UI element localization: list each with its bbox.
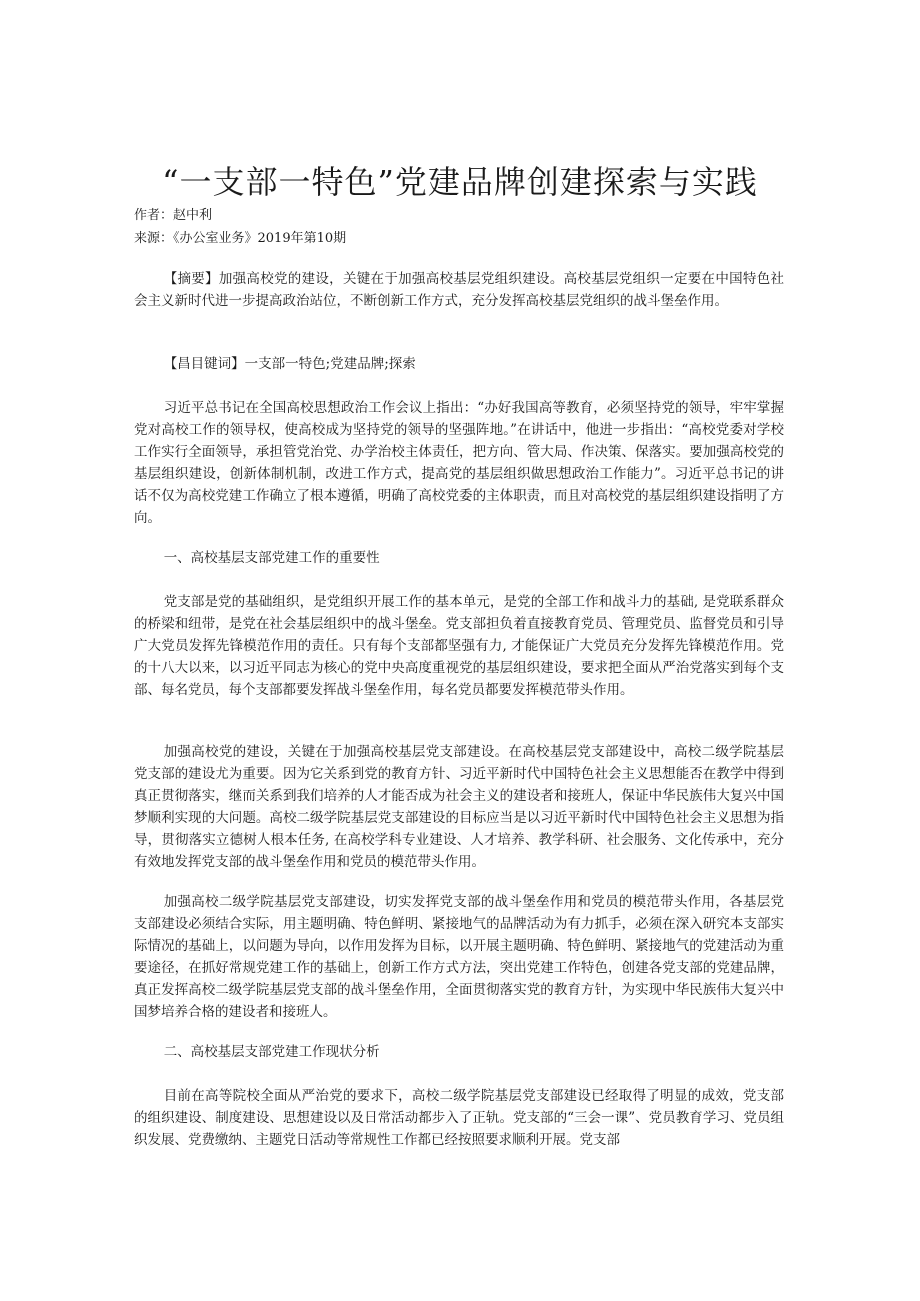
article-author: 作者：赵中利 [134, 208, 213, 223]
body-paragraph-3: 加强高校党的建设，关键在于加强高校基层党支部建设。在高校基层党支部建设中，高校二级学院基层党支部的建设尤为重要。因为它关系到党的教育方针、习近平新时代中国特色社会主义思想能否在教学中得到真正贯彻落实，继而关系到我们培养的人才能否成为社会主义的建设者和接班人，保证中华民族伟大复兴中国梦顺利实现的大问题。高校二级学院基层党支部建设的目标应当是以习近平新时代中国特色社会主义思想为指导，贯彻落实立德树人根本任务, 在高校学科专业建设、人才培养、教学科研、社会服务、文化传承中，充分有效地发挥党支部的战斗堡垒作用和党员的模范带头作用。 [134, 744, 784, 870]
body-paragraph-1: 习近平总书记在全国高校思想政治工作会议上指出：“办好我国高等教育，必须坚持党的领导，牢牢掌握党对高校工作的领导权，使高校成为坚持党的领导的坚强阵地。”在讲话中，他进一步指出：“高校党委对学校工作实行全面领导，承担管党治党、办学治校主体责任，把方向、管大局、作决策、保落实。要加强高校党的基层组织建设，创新体制机制，改进工作方式，提高党的基层组织做思想政治工作能力”。习近平总书记的讲话不仅为高校党建工作确立了根本遵循，明确了高校党委的主体职责，而且对高校党的基层组织建设指明了方向。 [134, 400, 784, 526]
section-heading-2: 二、高校基层支部党建工作现状分析 [163, 1044, 380, 1060]
article-source: 来源：《办公室业务》2019年第10期 [134, 231, 347, 246]
abstract-paragraph: 【摘要】加强高校党的建设，关键在于加强高校基层党组织建设。高校基层党组织一定要在中国特色社会主义新时代进一步提高政治站位，不断创新工作方式，充分发挥高校基层党组织的战斗堡垒作用。 [134, 271, 784, 309]
body-paragraph-4: 加强高校二级学院基层党支部建设，切实发挥党支部的战斗堡垒作用和党员的模范带头作用，各基层党支部建设必须结合实际，用主题明确、特色鲜明、紧接地气的品牌活动为有力抓手，必须在深入研究本支部实际情况的基础上，以问题为导向，以作用发挥为目标，以开展主题明确、特色鲜明、紧接地气的党建活动为重要途径，在抓好常规党建工作的基础上，创新工作方式方法，突出党建工作特色，创建各党支部的党建品牌，真正发挥高校二级学院基层党支部的战斗堡垒作用，全面贯彻落实党的教育方针，为实现中华民族伟大复兴中国梦培养合格的建设者和接班人。 [134, 894, 784, 1020]
article-title: “一支部一特色”党建品牌创建探索与实践 [162, 163, 758, 201]
body-paragraph-5: 目前在高等院校全面从严治党的要求下，高校二级学院基层党支部建设已经取得了明显的成效，党支部的组织建设、制度建设、思想建设以及日常活动都步入了正轨。党支部的“三会一课”、党员教育学习、党员组织发展、党费缴纳、主题党日活动等常规性工作都已经按照要求顺利开展。党支部 [134, 1088, 784, 1148]
keywords-paragraph: 【昌目键词】一支部一特色;党建品牌;探索 [163, 356, 416, 372]
body-paragraph-2: 党支部是党的基础组织，是党组织开展工作的基本单元，是党的全部工作和战斗力的基础, 是党联系群众的桥梁和纽带，是党在社会基层组织中的战斗堡垒。党支部担负着直接教育党员、管理党员、监督党员和引导广大党员发挥先锋模范作用的责任。只有每个支部都坚强有力, 才能保证广大党员充分发挥先锋模范作用。党的十八大以来，以习近平同志为核心的党中央高度重视党的基层组织建设，要求把全面从严治党落实到每个支部、每名党员，每个支部都要发挥战斗堡垒作用，每名党员都要发挥模范带头作用。 [134, 594, 784, 698]
section-heading-1: 一、高校基层支部党建工作的重要性 [163, 550, 380, 566]
